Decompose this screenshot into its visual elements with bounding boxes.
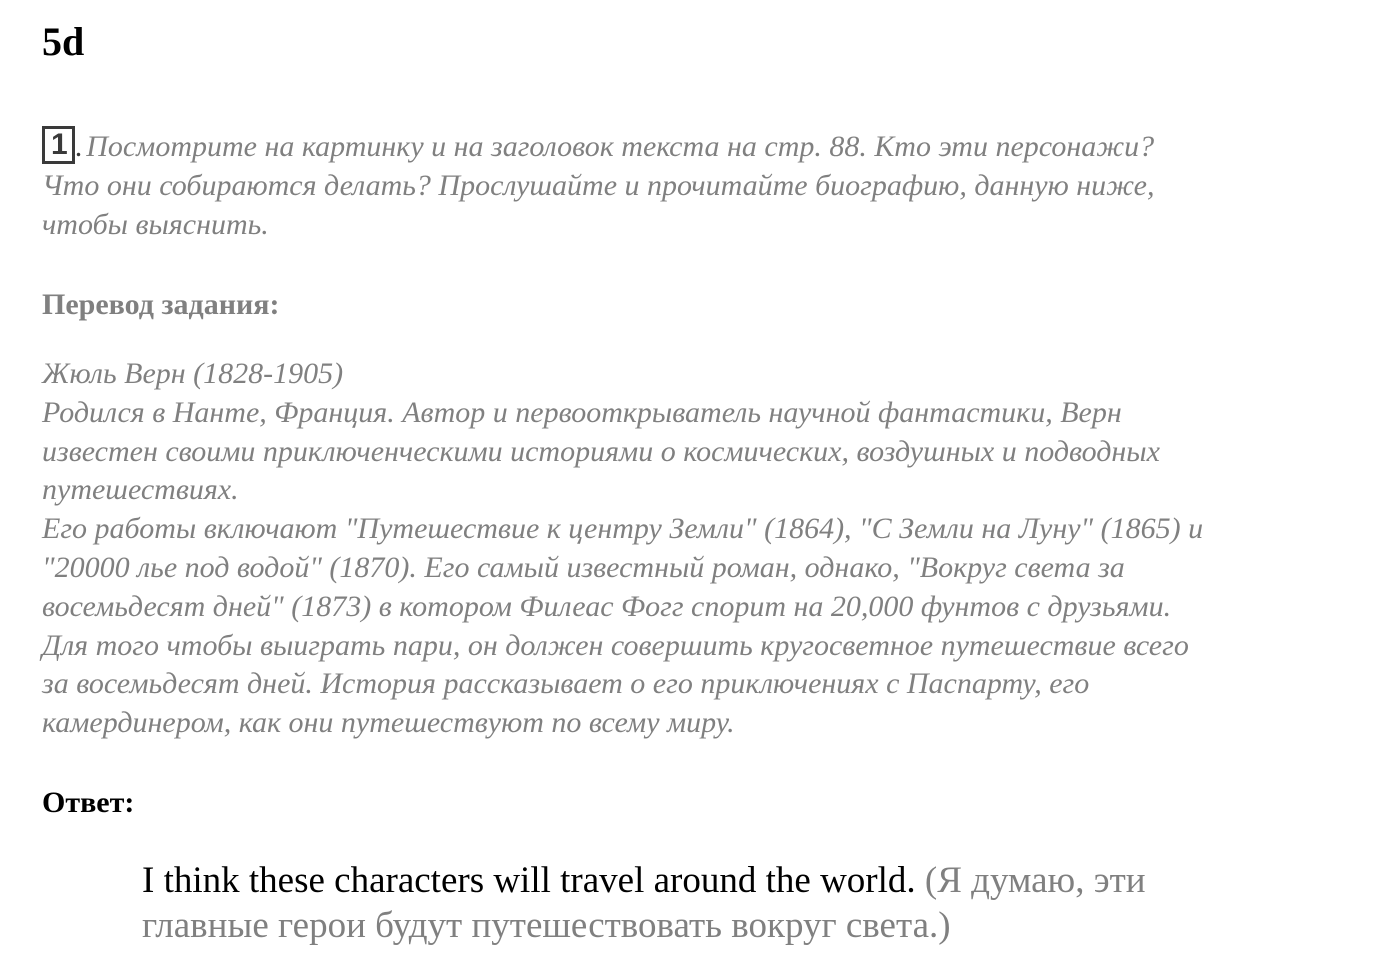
translation-line: камердинером, как они путешествуют по всему миру.: [42, 706, 735, 740]
answer-english: I think these characters will travel around the world.: [142, 860, 916, 901]
translation-line: Родился в Нанте, Франция. Автор и первооткрыватель научной фантастики, Верн: [42, 395, 1122, 429]
translation-line: путешествиях.: [42, 473, 239, 507]
task-instruction: [42, 126, 1362, 244]
task-text-line-2: Что они собираются делать? Прослушайте и прочитайте биографию, данную ниже,: [42, 169, 1155, 202]
answer-text: [142, 858, 1342, 948]
translation-line: восемьдесят дней" (1873) в котором Филеас Фогг спорит на 20,000 фунтов с друзьями.: [42, 589, 1172, 623]
translation-line: Его работы включают "Путешествие к центру Земли" (1864), "С Земли на Луну" (1865) и: [42, 512, 1204, 546]
translation-line: Для того чтобы выиграть пари, он должен совершить кругосветное путешествие всего: [42, 628, 1189, 662]
translation-line: Жюль Верн (1828-1905): [42, 357, 344, 390]
translation-heading: Перевод задания:: [42, 288, 280, 321]
translation-body: [42, 355, 1372, 743]
answer-line-1: [142, 858, 1342, 903]
task-line-1: [42, 130, 1154, 163]
task-text-line-3: чтобы выяснить.: [42, 208, 269, 241]
task-number-dot: .: [74, 130, 83, 163]
task-text-line-1: Посмотрите на картинку и на заголовок текста на стр. 88. Кто эти персонажи?: [86, 130, 1155, 163]
translation-line: известен своими приключенческими историями о космических, воздушных и подводных: [42, 434, 1160, 468]
answer-heading: Ответ:: [42, 786, 135, 819]
answer-russian-part-1: (Я думаю, эти: [915, 860, 1146, 901]
task-number-box: 1: [42, 126, 75, 164]
translation-line: за восемьдесят дней. История рассказывает о его приключениях с Паспарту, его: [42, 667, 1090, 701]
answer-russian-part-2: главные герои будут путешествовать вокруг света.): [142, 905, 951, 946]
translation-line: "20000 лье под водой" (1870). Его самый известный роман, однако, "Вокруг света за: [42, 550, 1125, 584]
section-title: 5d: [42, 19, 85, 64]
